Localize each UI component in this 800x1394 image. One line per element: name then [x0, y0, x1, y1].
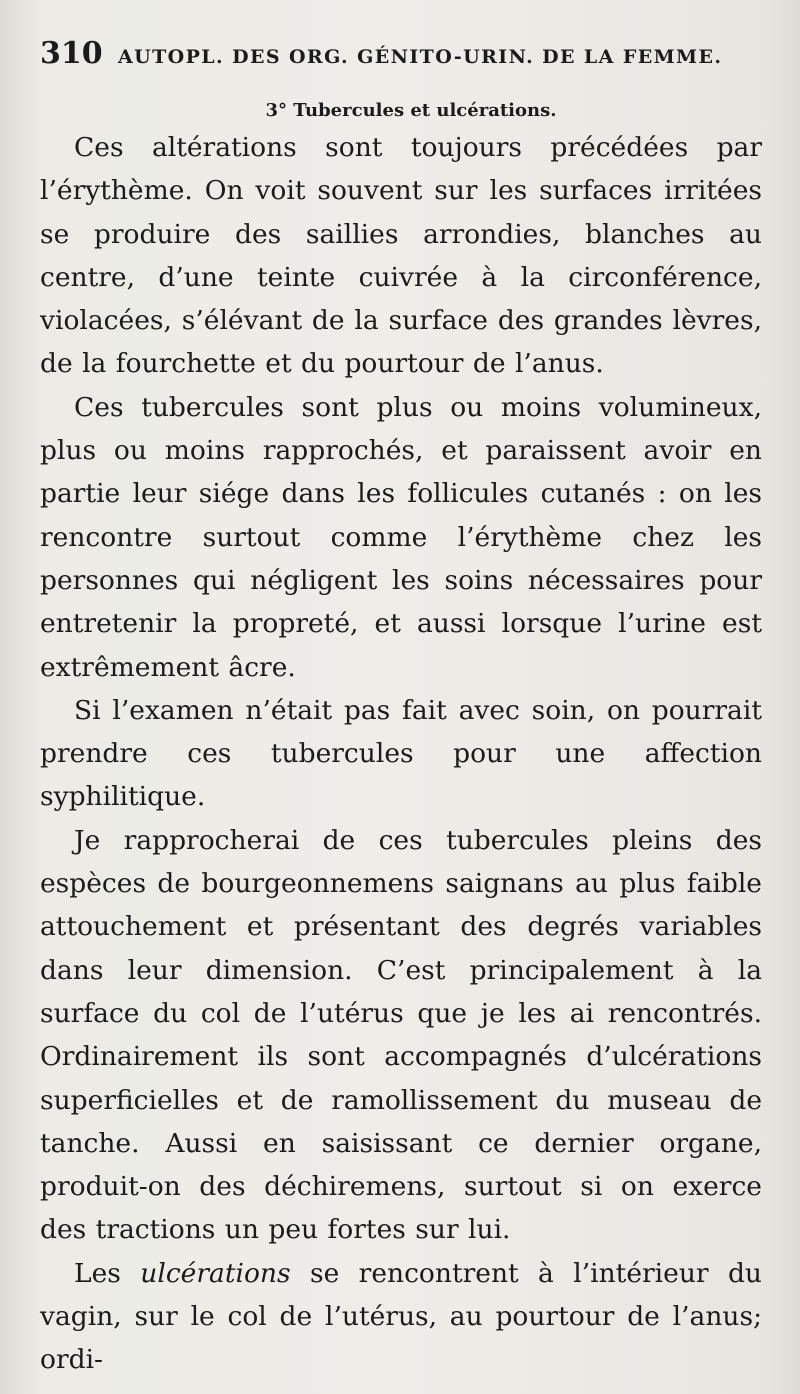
paragraph-erytheme: Ces altérations sont toujours précédées par l’érythème. On voit souvent sur les surfaces irritées se produire des saillies arrondies, blanches au centre, d’une teinte cuivrée à la circonférence, violacées, s’élévant de la surface des grandes lèvres, de la fourchette et du pourtour de l’anus.: [40, 132, 762, 380]
emphasis-ulcerations: ulcérations: [140, 1257, 291, 1289]
section-title: 3° Tubercules et ulcérations.: [265, 100, 557, 121]
page-number: 310: [40, 36, 103, 71]
paragraph-ulcerations: [40, 1252, 762, 1382]
paragraph-examen: Si l’examen n’était pas fait avec soin, on pourrait prendre ces tubercules pour une affection syphilitique.: [40, 694, 762, 813]
paragraph-ulcerations-rest: se rencontrent à l’intérieur du vagin, sur le col de l’utérus, au pourtour de l’anus; ordi-: [40, 1257, 762, 1376]
paragraph-ulcerations-lead: Les: [74, 1257, 121, 1289]
running-title: AUTOPL. DES ORG. GÉNITO-URIN. DE LA FEMME.: [118, 46, 723, 68]
running-head: [40, 36, 762, 76]
paragraph-bourgeonnemens: Je rapprocherai de ces tubercules pleins des espèces de bourgeonnemens saignans au plus faible attouchement et présentant des degrés variables dans leur dimension. C’est principalement à la surface du col de l’utérus que je les ai rencontrés. Ordinairement ils sont accompagnés d’ulcérations superficielles et de ramollissement du museau de tanche. Aussi en saisissant ce dernier organe, produit-on des déchiremens, surtout si on exerce des tractions un peu fortes sur lui.: [40, 824, 762, 1246]
paragraph-tubercules: Ces tubercules sont plus ou moins volumineux, plus ou moins rapprochés, et paraissent avoir en partie leur siége dans les follicules cutanés : on les rencontre surtout comme l’érythème chez les personnes qui négligent les soins nécessaires pour entretenir la propreté, et aussi lorsque l’urine est extrêmement âcre.: [40, 391, 762, 683]
